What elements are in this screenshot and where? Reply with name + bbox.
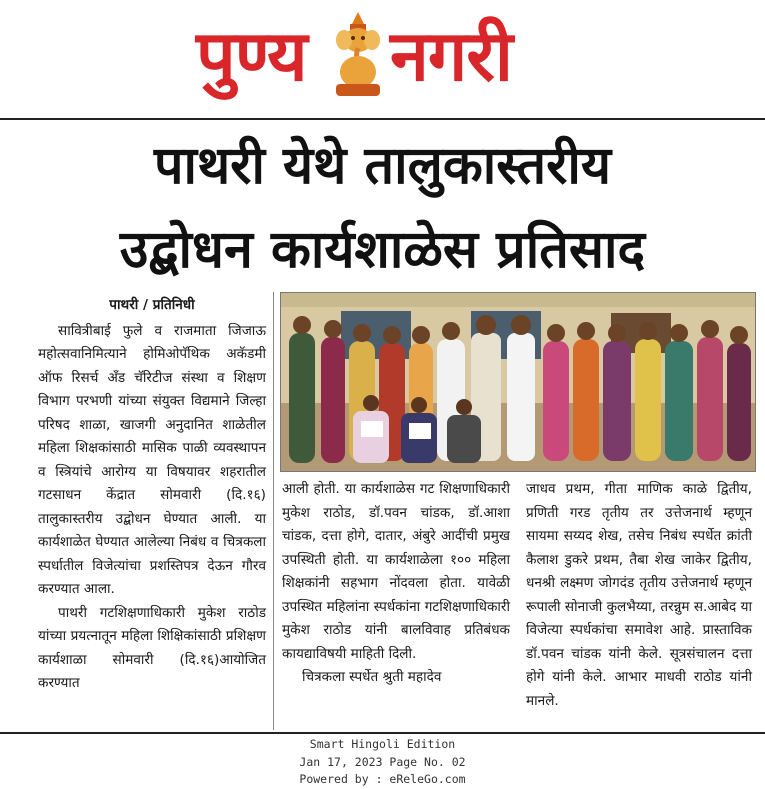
footer-powered-by: Powered by : eReleGo.com [299,772,466,786]
paragraph: पाथरी गटशिक्षणाधिकारी मुकेश राठोड यांच्या प्रयत्नातून महिला शिक्षिकांसाठी प्रशिक्षण कार्यशाळा सोमवारी (दि.१६)आयोजित करण्यात [38,604,266,691]
group-photo [280,292,756,472]
masthead [0,0,765,118]
footer-date-page: Jan 17, 2023 Page No. 02 [299,754,466,769]
masthead-title-left: पुण्य [196,15,307,97]
masthead-title-right: नगरी [390,15,513,97]
headline-line-1: पाथरी येथे तालुकास्तरीय [153,136,612,196]
article-column-3 [526,478,752,713]
headline-line-2: उद्बोधन कार्यशाळेस प्रतिसाद [119,220,646,280]
column-divider [273,292,274,730]
article-column-2 [282,478,510,690]
paragraph: सावित्रीबाई फुले व राजमाता जिजाऊ महोत्सवानिमित्याने होमिओपॅथिक अकॅडमी ऑफ रिसर्च अँड चॅरिटीज संस्था व शिक्षण विभाग परभणी यांच्या संयुक्त विद्यमाने जिल्हा परिषद शाळा, खाजगी अनुदानित शाळेतील महिला शिक्षकांसाठी मासिक पाळी व्यवस्थापन व स्त्रियांचे आरोग्य या विषयावर शहरातील गटसाधन केंद्रात सोमवारी (दि.१६) तालुकास्तरीय उद्बोधन घेण्यात आली. या कार्यशाळेत घेण्यात आलेल्या निबंध व चित्रकला स्पर्धातील विजेत्यांचा प्रशस्तिपत्र देऊन गौरव करण्यात आला. [38,322,266,597]
paragraph: आली होती. या कार्यशाळेस गट शिक्षणाधिकारी मुकेश राठोड, डॉ.पवन चांडक, डॉ.आशा चांडक, दत्ता होगे, दातार, अंबुरे आदींची प्रमुख उपस्थिती होती. या कार्यशाळेला १०० महिला शिक्षकांनी सहभाग नोंदवला होता. यावेळी उपस्थित महिलांना स्पर्धकांना गटशिक्षणाधिकारी मुकेश राठोड यांनी बालविवाह प्रतिबंधक कायद्याविषयी माहिती दिली. [282,481,510,662]
headline [0,124,765,292]
dateline: पाथरी / प्रतिनिधी [109,297,195,313]
footer [0,736,765,789]
article-column-1 [38,294,266,696]
top-divider [0,118,765,120]
ganesh-icon [330,10,386,100]
paragraph: चित्रकला स्पर्धेत श्रुती महादेव [302,669,442,685]
footer-edition: Smart Hingoli Edition [309,737,456,751]
paragraph: जाधव प्रथम, गीता माणिक काळे द्वितीय, प्रणिती गरड तृतीय तर उत्तेजनार्थ म्हणून सायमा सय्यद शेख, तसेच निबंध स्पर्धेत क्रांती कैलाश डुकरे प्रथम, तैबा शेख जाकेर द्वितीय, धनश्री लक्ष्मण जोगदंड तृतीय उत्तेजनार्थ म्हणून रूपाली सोनाजी कुलभैय्या, तरन्नुम स.आबेद या विजेत्या स्पर्धकांचा समावेश आहे. प्रास्ताविक डॉ.पवन चांडक यांनी केले. सूत्रसंचालन दत्ता होगे यांनी केले. आभार माधवी राठोड यांनी मानले. [526,481,752,709]
bottom-divider [0,732,765,734]
